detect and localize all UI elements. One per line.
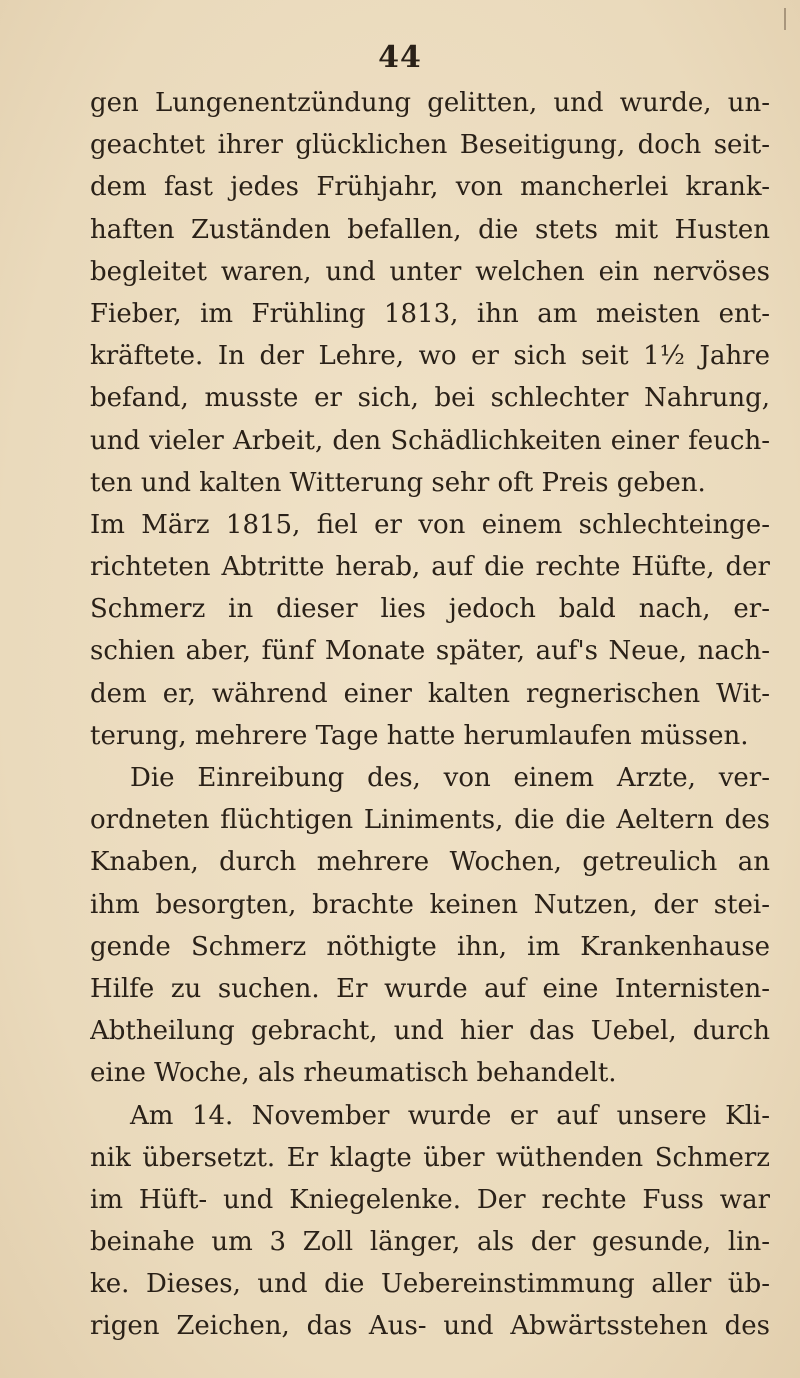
text-line: rigen Zeichen, das Aus- und Abwärtsstehen des [90, 1311, 770, 1342]
text-line: dem fast jedes Frühjahr, von mancherlei krank- [90, 172, 770, 203]
text-line: gen Lungenentzündung gelitten, und wurde, un- [90, 88, 770, 118]
text-line: Abtheilung gebracht, und hier das Uebel, durch [90, 1016, 770, 1047]
text-line: ordneten flüchtigen Liniments, die die Aeltern des [90, 805, 770, 836]
text-line: im Hüft- und Kniegelenke. Der rechte Fuss war [90, 1184, 770, 1215]
text-line: terung, mehrere Tage hatte herumlaufen müssen. [90, 720, 749, 751]
text-line: richteten Abtritte herab, auf die rechte Hüfte, der [90, 552, 770, 583]
text-line: befand, musste er sich, bei schlechter Nahrung, [90, 383, 770, 414]
page-edge-mark [784, 8, 786, 30]
text-line: ke. Dieses, und die Uebereinstimmung aller üb- [90, 1269, 770, 1300]
text-line: beinahe um 3 Zoll länger, als der gesunde, lin- [90, 1227, 770, 1258]
text-line: geachtet ihrer glücklichen Beseitigung, doch seit- [90, 130, 770, 161]
text-line: schien aber, fünf Monate später, auf's Neue, nach- [90, 636, 770, 667]
text-line: Die Einreibung des, von einem Arzte, ver- [130, 763, 770, 793]
text-line: nik übersetzt. Er klagte über wüthenden Schmerz [90, 1142, 770, 1173]
text-line: begleitet waren, und unter welchen ein nervöses [90, 256, 770, 287]
text-line: Fieber, im Frühling 1813, ihn am meisten ent- [90, 298, 770, 329]
text-line: dem er, während einer kalten regnerischen Wit- [90, 678, 770, 709]
text-line: Hilfe zu suchen. Er wurde auf eine Internisten- [90, 973, 770, 1004]
text-line: haften Zuständen befallen, die stets mit Husten [90, 214, 770, 245]
body-text [90, 82, 770, 1348]
text-line: eine Woche, als rheumatisch behandelt. [90, 1058, 617, 1089]
text-line: und vieler Arbeit, den Schädlichkeiten einer feuch- [90, 425, 770, 456]
text-line: Knaben, durch mehrere Wochen, getreulich an [90, 847, 770, 878]
text-line: ihm besorgten, brachte keinen Nutzen, der stei- [90, 889, 770, 920]
text-line: kräftete. In der Lehre, wo er sich seit 1½ Jahre [90, 341, 770, 372]
text-line: gende Schmerz nöthigte ihn, im Krankenhause [90, 931, 770, 962]
text-line: Am 14. November wurde er auf unsere Kli- [130, 1100, 770, 1131]
page-number: 44 [378, 40, 422, 75]
text-line: Schmerz in dieser lies jedoch bald nach, er- [90, 594, 770, 625]
text-line: Im März 1815, fiel er von einem schlechteinge- [90, 509, 770, 540]
text-line: ten und kalten Witterung sehr oft Preis geben. [90, 467, 706, 498]
